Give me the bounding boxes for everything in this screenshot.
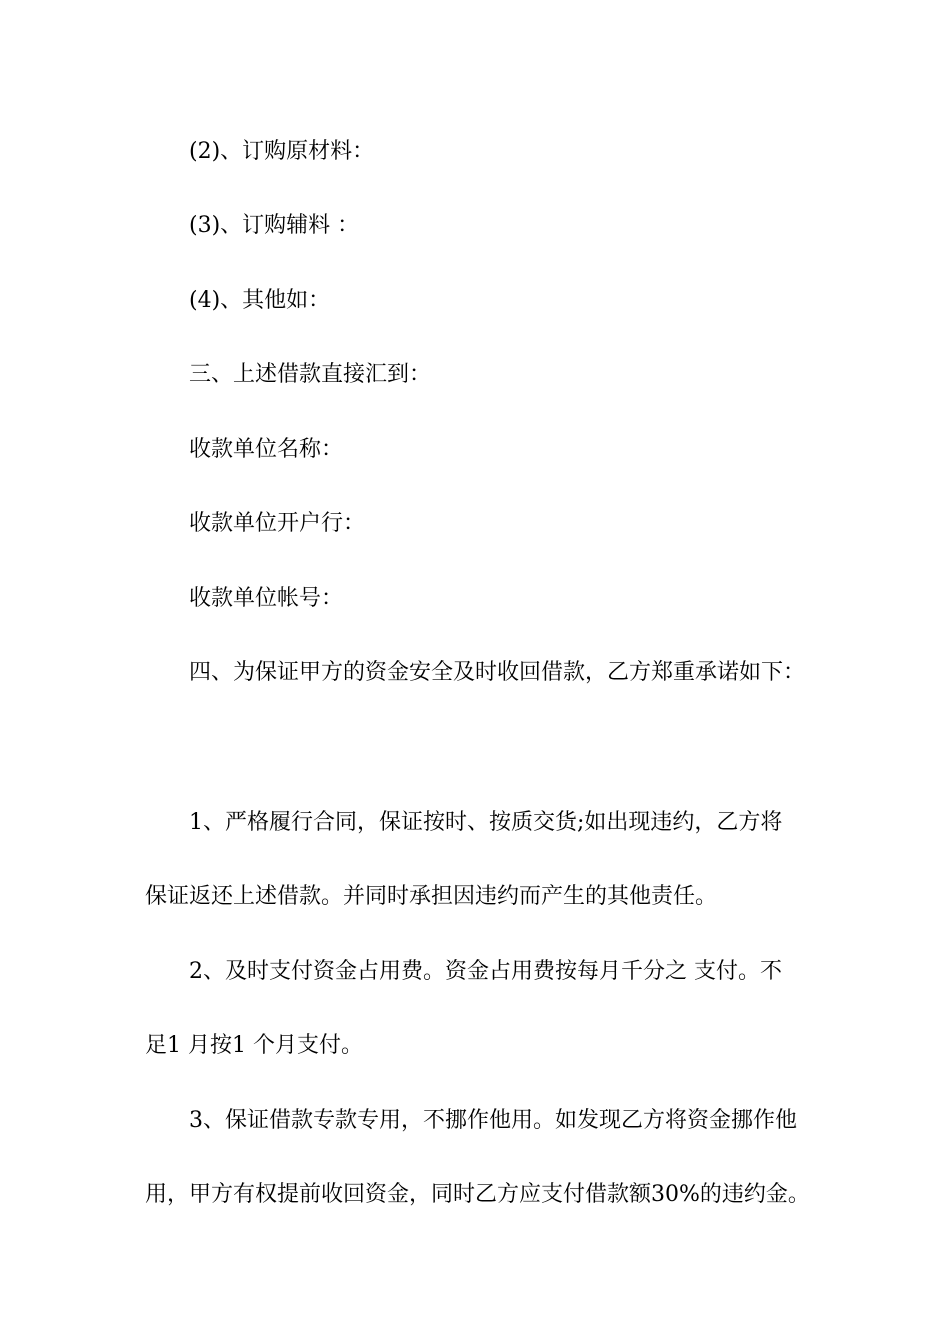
commitment-1-line-1: 1、严格履行合同，保证按时、按质交货;如出现违约，乙方将 [189,810,783,835]
payee-bank-label: 收款单位开户行： [189,511,366,536]
commitment-2-line-1: 2、及时支付资金占用费。资金占用费按每月千分之 支付。不 [189,959,782,984]
clause-item-3: (3)、订购辅料 ： [189,213,360,238]
commitment-3-line-2: 用，甲方有权提前收回资金，同时乙方应支付借款额30%的违约金。 [145,1182,810,1207]
commitment-2-line-2: 足1 月按1 个月支付。 [145,1033,363,1058]
commitment-3-line-1: 3、保证借款专款专用，不挪作他用。如发现乙方将资金挪作他 [189,1108,797,1133]
section-three-heading: 三、上述借款直接汇到： [189,362,432,387]
clause-item-2: (2)、订购原材料： [189,139,375,164]
payee-account-label: 收款单位帐号： [189,586,344,611]
commitment-1-line-2: 保证返还上述借款。并同时承担因违约而产生的其他责任。 [145,884,718,909]
section-four-heading: 四、为保证甲方的资金安全及时收回借款，乙方郑重承诺如下： [189,660,806,685]
clause-item-4: (4)、其他如： [189,288,331,313]
payee-name-label: 收款单位名称： [189,437,344,462]
